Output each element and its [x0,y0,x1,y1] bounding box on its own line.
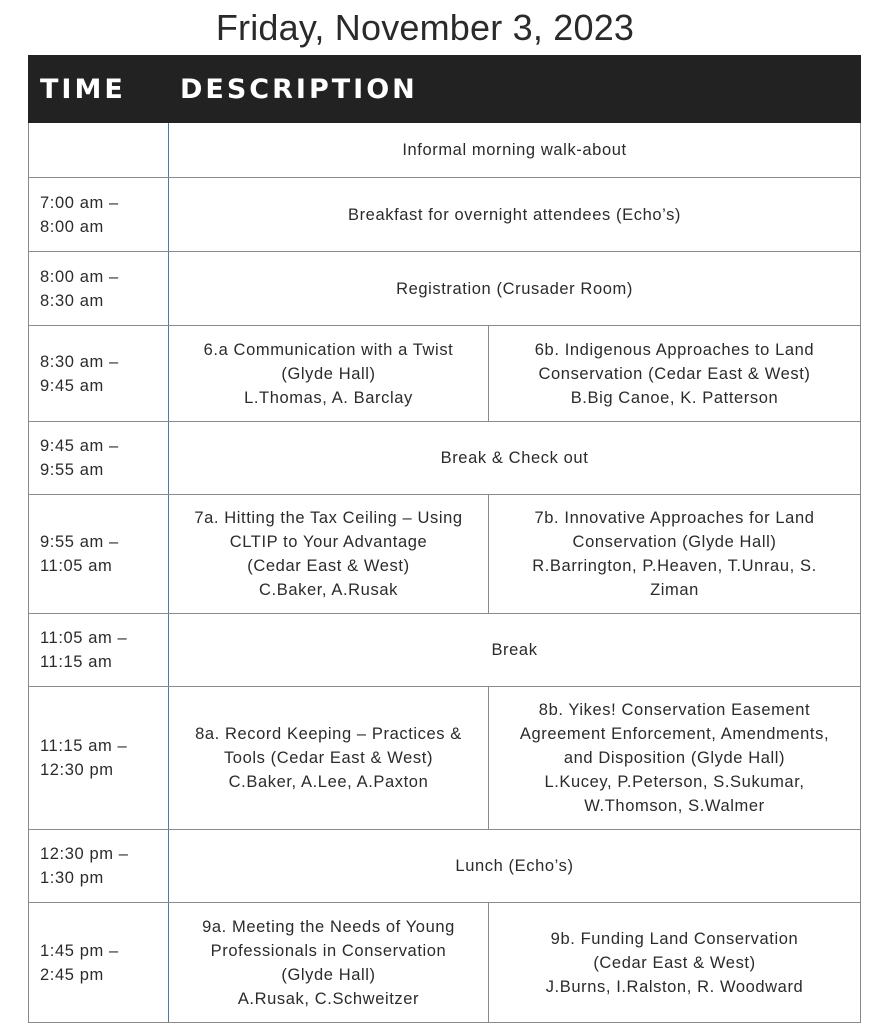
description-line: CLTIP to Your Advantage [229,533,428,551]
time-line: 9:55 am – [40,533,119,551]
description-line: and Disposition (Glyde Hall) [563,749,786,767]
schedule-body [29,123,861,1023]
description-line: W.Thomson, S.Walmer [584,797,765,815]
time-line: 8:00 am – [40,267,119,286]
time-line: 11:15 am – [40,737,128,755]
description-line: Registration (Crusader Room) [396,279,633,298]
time-column-header: TIME [29,56,169,123]
time-cell [29,123,169,178]
time-cell [29,903,169,1023]
description-line: Ziman [650,581,699,599]
time-cell [29,687,169,830]
time-line: 8:30 am – [40,352,119,371]
description-line: B.Big Canoe, K. Patterson [570,388,779,407]
description-line: C.Baker, A.Rusak [259,581,398,599]
description-line: (Cedar East & West) [593,953,756,972]
description-line: Professionals in Conservation [210,941,447,960]
description-line: (Cedar East & West) [247,557,410,575]
time-line: 9:45 am – [40,437,119,455]
time-cell [29,422,169,495]
time-cell [29,326,169,422]
schedule-row [29,687,861,830]
description-line: (Glyde Hall) [281,965,376,984]
time-line: 11:05 am [40,557,113,575]
description-line: A.Rusak, C.Schweitzer [237,989,420,1008]
schedule-table [28,55,861,1023]
time-line: 7:00 am – [40,193,119,212]
description-line: 9b. Funding Land Conservation [550,929,799,948]
description-line: 7b. Innovative Approaches for Land [534,509,815,527]
time-line: 12:30 pm – [40,845,129,863]
session-a-cell [169,326,489,422]
description-line: (Glyde Hall) [281,364,376,383]
time-cell [29,252,169,326]
time-cell [29,495,169,614]
time-cell [29,178,169,252]
description-line: L.Kucey, P.Peterson, S.Sukumar, [544,773,805,791]
description-cell [169,123,861,178]
description-line: Conservation (Glyde Hall) [572,533,777,551]
description-cell [169,252,861,326]
time-line: 11:15 am [40,653,113,671]
schedule-row [29,495,861,614]
description-line: 8b. Yikes! Conservation Easement [538,701,811,719]
schedule-row [29,903,861,1023]
description-line: Tools (Cedar East & West) [223,749,434,767]
time-line: 11:05 am – [40,629,128,647]
description-line: 6.a Communication with a Twist [203,340,454,359]
description-column-header: DESCRIPTION [169,56,861,123]
session-a-cell [169,903,489,1023]
header-row [29,56,861,123]
time-cell [29,830,169,903]
schedule-row [29,252,861,326]
description-line: L.Thomas, A. Barclay [244,388,413,407]
time-line: 1:30 pm [40,869,104,887]
schedule-row [29,178,861,252]
description-line: 6b. Indigenous Approaches to Land [534,340,815,359]
description-cell [169,178,861,252]
description-line: J.Burns, I.Ralston, R. Woodward [545,977,804,996]
description-line: 7a. Hitting the Tax Ceiling – Using [194,509,463,527]
time-line: 9:55 am [40,461,104,479]
page-title: Friday, November 3, 2023 [215,7,635,48]
time-line: 12:30 pm [40,761,114,779]
description-line: Break & Check out [440,449,589,467]
schedule-row [29,830,861,903]
session-b-cell [489,495,861,614]
schedule-row [29,422,861,495]
time-line: 8:30 am [40,291,104,310]
description-line: R.Barrington, P.Heaven, T.Unrau, S. [532,557,817,575]
description-line: Conservation (Cedar East & West) [538,364,811,383]
description-line: C.Baker, A.Lee, A.Paxton [228,773,429,791]
session-a-cell [169,687,489,830]
schedule-row [29,326,861,422]
schedule-row [29,123,861,178]
schedule-row [29,614,861,687]
description-cell [169,422,861,495]
description-line: Lunch (Echo’s) [455,857,574,875]
session-b-cell [489,326,861,422]
description-cell [169,614,861,687]
description-line: 9a. Meeting the Needs of Young [202,917,455,936]
description-line: Breakfast for overnight attendees (Echo’s) [347,205,682,224]
time-line: 1:45 pm – [40,941,119,960]
description-cell [169,830,861,903]
description-line: Informal morning walk-about [402,141,627,159]
session-b-cell [489,903,861,1023]
description-line: Break [491,641,538,659]
description-line: 8a. Record Keeping – Practices & [195,725,462,743]
session-b-cell [489,687,861,830]
time-line: 9:45 am [40,376,104,395]
time-cell [29,614,169,687]
session-a-cell [169,495,489,614]
time-line: 2:45 pm [40,965,104,984]
time-line: 8:00 am [40,217,104,236]
description-line: Agreement Enforcement, Amendments, [519,725,830,743]
